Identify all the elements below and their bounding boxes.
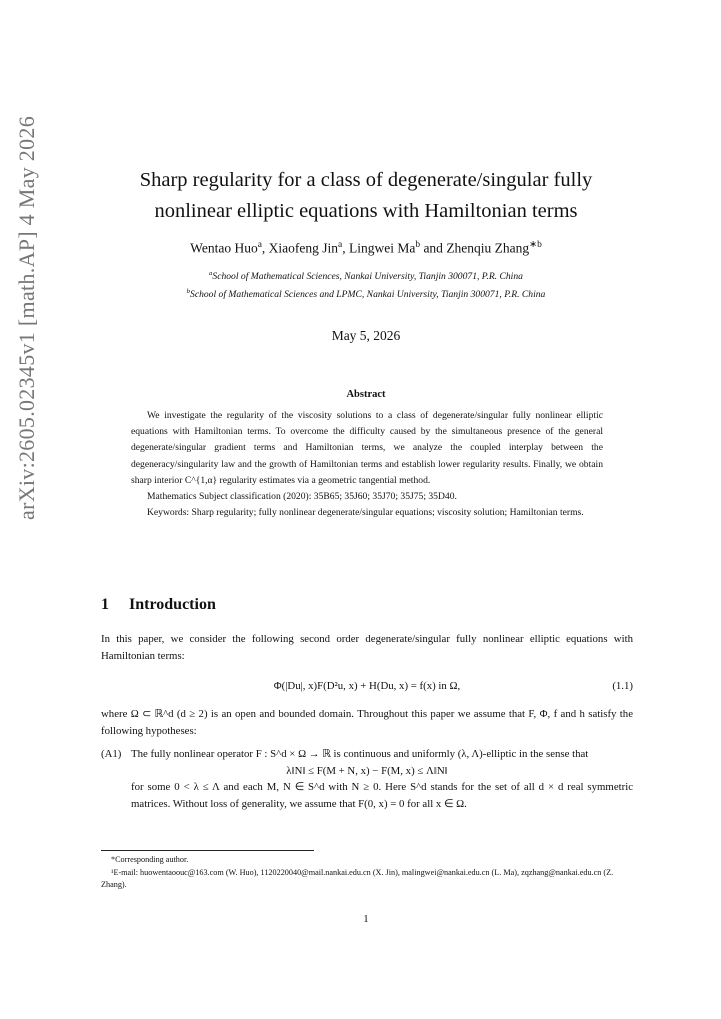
author: Wentao Huo [190, 240, 258, 256]
hypothesis-label: (A1) [101, 748, 122, 760]
author-affil-mark: a [338, 240, 343, 250]
section-heading [101, 596, 216, 614]
msc-classification: Mathematics Subject classification (2020): 35B65; 35J60; 35J70; 35J75; 35D40. [147, 491, 457, 503]
author-affil-mark: a [257, 240, 262, 250]
page-number: 1 [363, 913, 369, 925]
title-line-2: nonlinear elliptic equations with Hamiltonian terms [154, 200, 578, 222]
hypothesis-a1 [101, 746, 633, 812]
footnote-corresponding: *Corresponding author. [111, 855, 189, 864]
footnote-rule [101, 850, 314, 851]
author: Xiaofeng Jin [268, 240, 339, 256]
abstract-heading: Abstract [346, 389, 386, 400]
domain-paragraph-text: where Ω ⊂ ℝ^d (d ≥ 2) is an open and bounded domain. Throughout this paper we assume that F, Φ, f and h satisfy the following hypotheses: [101, 708, 633, 737]
author-affil-mark: ∗b [529, 240, 542, 250]
hypothesis-inequality: λ‖N‖ ≤ F(M + N, x) − F(M, x) ≤ Λ‖N‖ [286, 764, 448, 777]
affiliation-a: $^a$School of Mathematical Sciences, Nankai University, Tianjin 300071, P.R. China [209, 270, 523, 283]
author: Zhenqiu Zhang [446, 240, 530, 256]
author-affil-mark: b [415, 240, 421, 250]
hypothesis-text-continued: for some 0 < λ ≤ Λ and each M, N ∈ S^d with N ≥ 0. Here S^d stands for the set of all d × d real symmetric matrices. Without loss of generality, we assume that F(0, x) = 0 for all x ∈ Ω. [131, 781, 633, 810]
footnote-email: ¹E-mail: huowentaoouc@163.com (W. Huo), 1120220040@mail.nankai.edu.cn (X. Jin), malingwei@nankai.edu.cn (L. Ma), zqzhang@nankai.edu.cn (Z. Zhang). [101, 867, 614, 889]
author-list: Wentao Huo$^a$, Xiaofeng Jin$^a$, Lingwei Ma$^b$ and Zhenqiu Zhang$^{∗b}$ [190, 240, 542, 256]
section-number: 1 [101, 596, 109, 613]
equation-body: Φ(|Du|, x)F(D²u, x) + H(Du, x) = f(x) in Ω, [273, 680, 461, 692]
paper-title [100, 165, 632, 227]
author: Lingwei Ma [348, 240, 416, 256]
keywords: Keywords: Sharp regularity; fully nonlinear degenerate/singular equations; viscosity solution; Hamiltonian terms. [147, 507, 584, 519]
section-title: Introduction [129, 596, 216, 613]
footnotes [101, 854, 633, 892]
paper-date: May 5, 2026 [331, 328, 401, 343]
arxiv-identifier: arXiv:2605.02345v1 [math.AP] 4 May 2026 [14, 116, 39, 520]
equation-number: (1.1) [612, 680, 633, 692]
abstract-body [131, 408, 603, 521]
equation-1-1 [101, 680, 633, 692]
hypothesis-text: The fully nonlinear operator F : S^d × Ω → ℝ is continuous and uniformly (λ, Λ)-elliptic in the sense that [131, 748, 589, 760]
intro-paragraph: In this paper, we consider the following second order degenerate/singular fully nonlinear elliptic equations with Hamiltonian terms: [101, 633, 633, 662]
affiliation-b: $^b$School of Mathematical Sciences and LPMC, Nankai University, Tianjin 300071, P.R. China [186, 288, 546, 301]
title-line-1: Sharp regularity for a class of degenerate/singular fully [139, 169, 593, 191]
abstract-text: We investigate the regularity of the viscosity solutions to a class of degenerate/singular fully nonlinear elliptic equations with Hamiltonian terms. To overcome the difficulty caused by the simultaneous presence of the general degenerate/singular gradient terms and Hamiltonian terms, we analyze the coupled interplay between the degeneracy/singularity law and the growth of Hamiltonian terms and establish lower regularity results. Finally, we obtain sharp interior C^{1,α} regularity estimates via a geometric tangential method. [131, 410, 603, 486]
